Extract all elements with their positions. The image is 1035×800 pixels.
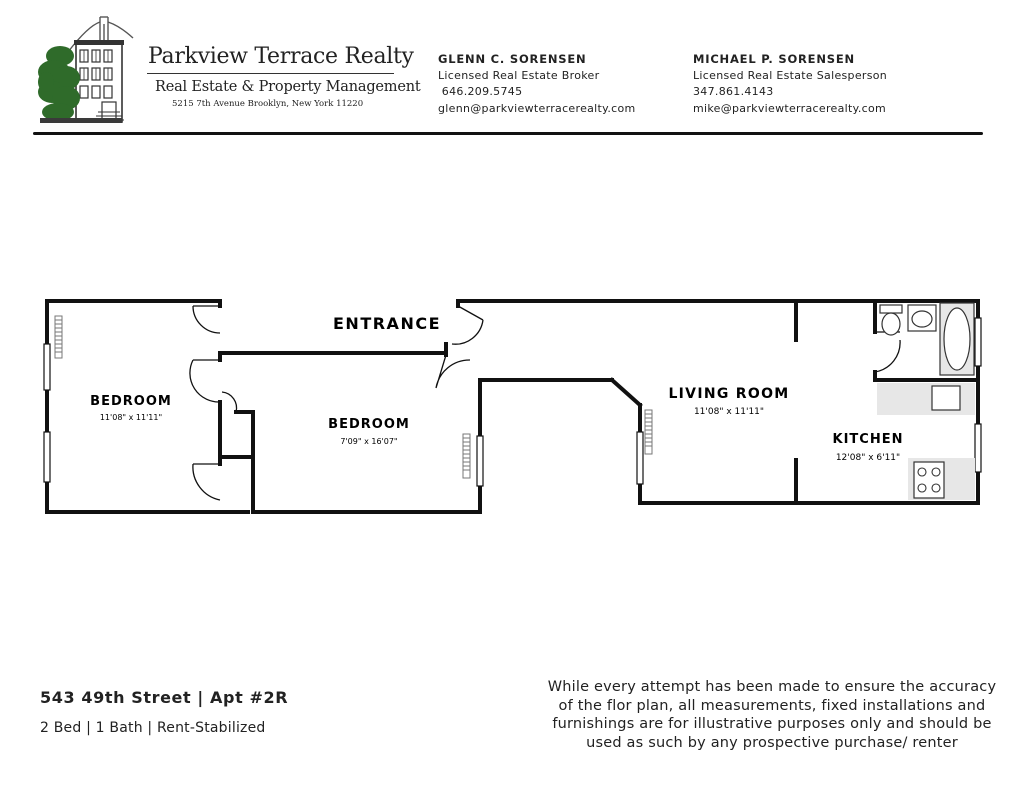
contact-name: MICHAEL P. SORENSEN bbox=[693, 52, 855, 66]
room-label: BEDROOM bbox=[90, 394, 172, 409]
walls bbox=[47, 301, 978, 512]
room-size: 11'08" x 11'11" bbox=[693, 407, 765, 417]
room-label: BEDROOM bbox=[328, 417, 410, 432]
entrance-label: ENTRANCE bbox=[333, 314, 441, 333]
room-label: KITCHEN bbox=[832, 432, 904, 447]
brand-tagline: Real Estate & Property Management bbox=[155, 79, 421, 95]
toilet-icon bbox=[880, 305, 902, 313]
stove-icon bbox=[914, 462, 944, 498]
contact-name: GLENN C. SORENSEN bbox=[438, 52, 587, 66]
contact-title: Licensed Real Estate Salesperson bbox=[693, 68, 888, 82]
doors bbox=[190, 306, 900, 500]
listing-address: 543 49th Street | Apt #2R bbox=[40, 688, 289, 707]
contact-phone: 347.861.4143 bbox=[693, 85, 774, 98]
brand-name: Parkview Terrace Realty bbox=[148, 44, 414, 69]
toilet-bowl-icon bbox=[882, 313, 900, 335]
contact-email[interactable]: glenn@parkviewterracerealty.com bbox=[438, 101, 636, 115]
room-label: LIVING ROOM bbox=[668, 386, 790, 402]
contact-title: Licensed Real Estate Broker bbox=[438, 68, 600, 82]
contact-phone: 646.209.5745 bbox=[438, 85, 523, 98]
bathroom-fixtures bbox=[880, 303, 974, 375]
room-size: 7'09" x 16'07" bbox=[340, 437, 398, 446]
contact-email[interactable]: mike@parkviewterracerealty.com bbox=[693, 101, 887, 115]
room-size: 12'08" x 6'11" bbox=[835, 453, 901, 463]
brand-address: 5215 7th Avenue Brooklyn, New York 11220 bbox=[172, 99, 364, 109]
room-size: 11'08" x 11'11" bbox=[99, 413, 163, 422]
kitchen-sink-icon bbox=[932, 386, 960, 410]
listing-details: 2 Bed | 1 Bath | Rent-Stabilized bbox=[40, 720, 266, 736]
disclaimer-text: While every attempt has been made to ensure the accuracy of the flor plan, all measurements, fixed installations and furnishings are for illustrative purposes only and should be used as such by any prospective purchase/ renter bbox=[547, 679, 997, 751]
